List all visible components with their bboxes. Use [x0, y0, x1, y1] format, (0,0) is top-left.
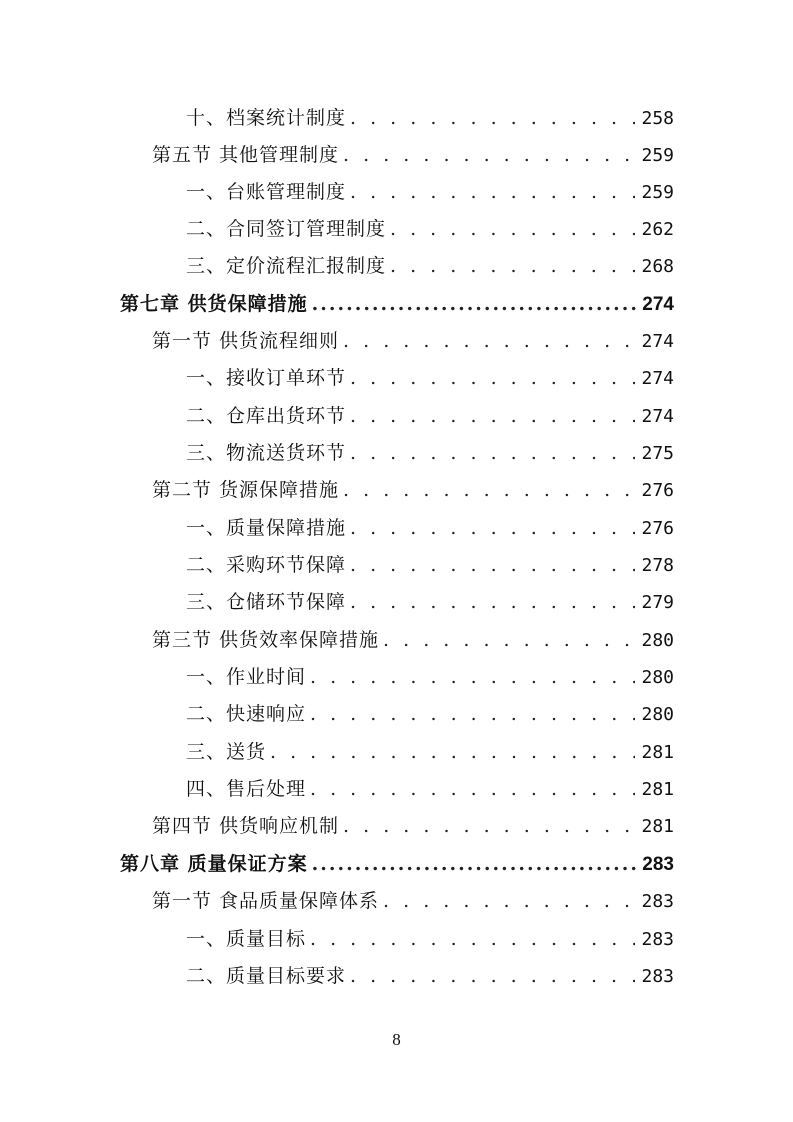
page-number: 8 [392, 1030, 401, 1049]
toc-entry-page: 281 [641, 742, 674, 763]
toc-entry-title: 一、接收订单环节 [186, 367, 347, 389]
dot-leader [390, 248, 635, 285]
toc-entry-page: 274 [641, 406, 674, 427]
toc-entry-page: 280 [641, 630, 674, 651]
toc-chapter-entry[interactable] [120, 286, 674, 323]
toc-entry-title: 一、质量目标 [186, 928, 307, 950]
toc-entry[interactable] [186, 435, 674, 472]
toc-entry[interactable] [152, 137, 674, 174]
dot-leader [270, 734, 635, 771]
toc-entry[interactable] [152, 622, 674, 659]
toc-entry-page: 281 [641, 816, 674, 837]
dot-leader [350, 958, 635, 995]
toc-entry-title: 二、质量目标要求 [186, 965, 347, 987]
toc-entry[interactable] [186, 696, 674, 733]
toc-entry[interactable] [186, 771, 674, 808]
dot-leader [350, 100, 635, 137]
dot-leader [312, 286, 637, 323]
toc-entry-page: 274 [641, 331, 674, 352]
toc-entry[interactable] [152, 808, 674, 845]
toc-entry-page: 274 [641, 368, 674, 389]
dot-leader [310, 696, 635, 733]
dot-leader [350, 435, 635, 472]
toc-entry-title: 一、作业时间 [186, 666, 307, 688]
toc-entry[interactable] [186, 734, 674, 771]
dot-leader [343, 323, 635, 360]
toc-entry[interactable] [186, 958, 674, 995]
toc-entry-title: 二、仓库出货环节 [186, 405, 347, 427]
toc-entry-page: 262 [641, 219, 674, 240]
toc-entry[interactable] [186, 174, 674, 211]
toc-entry[interactable] [152, 883, 674, 920]
toc-entry[interactable] [186, 921, 674, 958]
toc-chapter-entry[interactable] [120, 846, 674, 883]
dot-leader [390, 211, 635, 248]
dot-leader [350, 510, 635, 547]
dot-leader [383, 622, 635, 659]
toc-entry[interactable] [186, 398, 674, 435]
dot-leader [350, 360, 635, 397]
toc-entry-title: 三、送货 [186, 741, 267, 763]
dot-leader [350, 174, 635, 211]
toc-entry-page: 278 [641, 555, 674, 576]
toc-entry-title: 二、采购环节保障 [186, 554, 347, 576]
toc-entry-page: 280 [641, 704, 674, 725]
toc-entry-title: 第四节 供货响应机制 [152, 815, 340, 837]
toc-entry[interactable] [186, 659, 674, 696]
toc-entry-title: 三、定价流程汇报制度 [186, 255, 387, 277]
toc-entry-title: 第一节 供货流程细则 [152, 330, 340, 352]
toc-entry-title: 第八章 质量保证方案 [120, 853, 308, 875]
toc-entry[interactable] [152, 472, 674, 509]
dot-leader [343, 808, 635, 845]
toc-entry-title: 二、合同签订管理制度 [186, 218, 387, 240]
dot-leader [383, 883, 635, 920]
toc-entry-title: 三、物流送货环节 [186, 442, 347, 464]
dot-leader [350, 547, 635, 584]
dot-leader [310, 771, 635, 808]
toc-entry[interactable] [186, 510, 674, 547]
dot-leader [350, 398, 635, 435]
toc-entry-page: 276 [641, 518, 674, 539]
toc-entry-title: 二、快速响应 [186, 703, 307, 725]
toc-entry-title: 一、台账管理制度 [186, 181, 347, 203]
toc-entry-title: 三、仓储环节保障 [186, 591, 347, 613]
dot-leader [312, 846, 637, 883]
dot-leader [343, 472, 635, 509]
toc-entry-title: 第三节 供货效率保障措施 [152, 629, 380, 651]
toc-entry-title: 第五节 其他管理制度 [152, 144, 340, 166]
toc-entry[interactable] [186, 211, 674, 248]
toc-entry-page: 268 [641, 256, 674, 277]
toc-entry-page: 259 [641, 182, 674, 203]
toc-entry[interactable] [152, 323, 674, 360]
toc-entry-page: 283 [641, 929, 674, 950]
toc-entry-page: 279 [641, 592, 674, 613]
toc-entry[interactable] [186, 100, 674, 137]
dot-leader [310, 921, 635, 958]
dot-leader [310, 659, 635, 696]
toc-entry-page: 283 [642, 854, 674, 875]
toc-entry-title: 一、质量保障措施 [186, 517, 347, 539]
toc-entry-page: 280 [641, 667, 674, 688]
toc-entry-title: 四、售后处理 [186, 778, 307, 800]
toc-entry-title: 十、档案统计制度 [186, 107, 347, 129]
toc-entry-page: 281 [641, 779, 674, 800]
toc-entry-title: 第一节 食品质量保障体系 [152, 890, 380, 912]
toc-entry-page: 258 [641, 108, 674, 129]
toc-entry[interactable] [186, 584, 674, 621]
toc-entry[interactable] [186, 248, 674, 285]
dot-leader [350, 584, 635, 621]
toc-entry[interactable] [186, 360, 674, 397]
toc-entry-title: 第七章 供货保障措施 [120, 293, 308, 315]
toc-entry-page: 283 [641, 891, 674, 912]
toc-entry-page: 259 [641, 145, 674, 166]
dot-leader [343, 137, 635, 174]
toc-entry-page: 283 [641, 966, 674, 987]
toc-entry[interactable] [186, 547, 674, 584]
toc-entry-page: 274 [642, 294, 674, 315]
toc-entry-page: 276 [641, 480, 674, 501]
toc-entry-title: 第二节 货源保障措施 [152, 479, 340, 501]
toc-entry-page: 275 [641, 443, 674, 464]
